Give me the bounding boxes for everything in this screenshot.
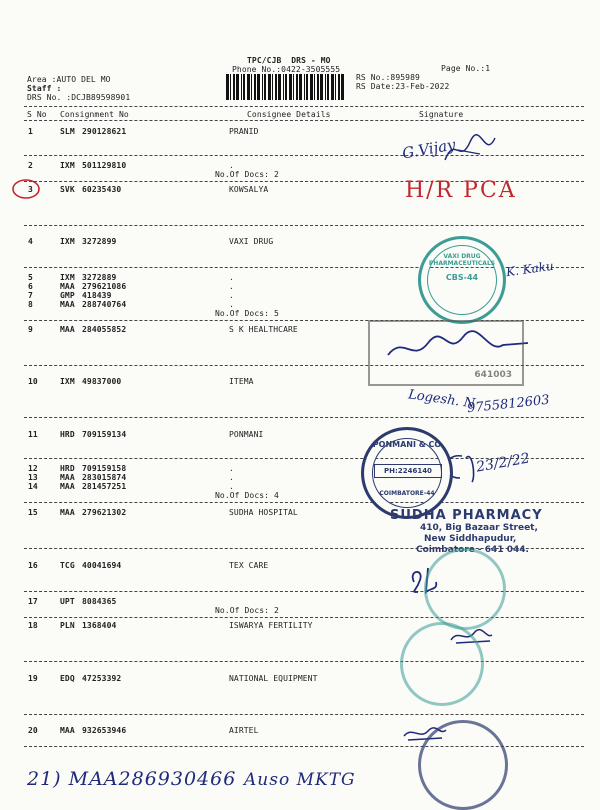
barcode-bar [247,74,250,100]
barcode-bar [272,74,273,100]
row-divider [24,502,584,503]
consignment-prefix: IXM [60,237,75,246]
barcode-bar [264,74,266,100]
sk-healthcare-stamp [368,320,524,386]
barcode-bar [331,74,334,100]
barcode [226,74,344,100]
column-signature: Signature [419,110,464,119]
consignee-name: ITEMA [229,377,254,386]
consignment-prefix: TCG [60,561,75,570]
consignment-prefix: SVK [60,185,75,194]
row-number: 8 [28,300,33,309]
consignment-prefix: MAA [60,473,75,482]
barcode-bar [226,74,229,100]
row-number: 5 [28,273,33,282]
consignment-number: 501129810 [82,161,127,170]
date-row14: 23/2/22 [475,450,531,476]
row-divider [24,417,584,418]
row-number: 19 [28,674,38,683]
row-number: 12 [28,464,38,473]
consignee-name: . [229,482,234,491]
consignment-prefix: MAA [60,482,75,491]
barcode-bar [268,74,271,100]
row-number: 18 [28,621,38,630]
barcode-bar [299,74,302,100]
row-number: 6 [28,282,33,291]
consignee-name: NATIONAL EQUIPMENT [229,674,318,683]
row-number: 17 [28,597,38,606]
barcode-bar [285,74,287,100]
row-divider [24,225,584,226]
circle-mark-icon [10,178,42,200]
barcode-bar [314,74,315,100]
consignment-prefix: MAA [60,325,75,334]
consignment-number: 60235430 [82,185,122,194]
row-number: 11 [28,430,38,439]
consignment-prefix: GMP [60,291,75,300]
hr-pca-note: H/R PCA [405,178,517,203]
row-divider [24,155,584,156]
stamp-address-2: New Siddhapudur, [424,534,517,544]
row-number: 3 [28,185,33,194]
consignment-number: 290128621 [82,127,127,136]
rs-date: RS Date:23-Feb-2022 [356,82,450,91]
consignment-number: 418439 [82,291,112,300]
consignment-number: 709159158 [82,464,127,473]
barcode-bar [306,74,308,100]
barcode-bar [317,74,319,100]
docs-count: No.Of Docs: 2 [215,606,279,615]
barcode-bar [254,74,256,100]
consignment-prefix: HRD [60,464,75,473]
barcode-bar [310,74,313,100]
consignee-name: . [229,464,234,473]
stamp-phone: PH:2246140 [374,464,442,478]
barcode-bar [257,74,260,100]
signature-row2: G.Vijay [400,135,457,163]
consignee-name: PRANID [229,127,259,136]
docs-count: No.Of Docs: 4 [215,491,279,500]
logesh-phone: 9755812603 [466,392,551,417]
teal-stamp [424,548,506,630]
stamp-name: PONMANI & CO [372,440,442,449]
consignment-number: 40041694 [82,561,122,570]
page-number: Page No.:1 [441,64,491,73]
consignee-name: PONMANI [229,430,264,439]
docs-count: No.Of Docs: 5 [215,309,279,318]
consignee-name: TEX CARE [229,561,269,570]
consignee-name: SUDHA HOSPITAL [229,508,298,517]
barcode-bar [241,74,242,100]
consignment-number: 932653946 [82,726,127,735]
consignment-prefix: SLM [60,127,75,136]
row-divider [24,714,584,715]
consignment-number: 279621086 [82,282,127,291]
consignment-number: 3272889 [82,273,117,282]
consignment-prefix: HRD [60,430,75,439]
row-number: 13 [28,473,38,482]
navy-stamp [418,720,508,810]
barcode-bar [320,74,323,100]
barcode-bar [327,74,329,100]
consignment-number: 1368404 [82,621,117,630]
stamp-text: VAXI DRUG PHARMACEUTICALS [428,253,496,267]
consignee-name: . [229,273,234,282]
barcode-bar [289,74,292,100]
stamp-name: SUDHA PHARMACY [390,508,543,523]
consignment-number: 8084365 [82,597,117,606]
barcode-bar [230,74,231,100]
consignment-number: 281457251 [82,482,127,491]
column-consignee: Consignee Details [247,110,331,119]
consignee-name: AIRTEL [229,726,259,735]
consignee-name: . [229,282,234,291]
consignment-number: 283015874 [82,473,127,482]
consignment-number: 284055852 [82,325,127,334]
barcode-bar [335,74,336,100]
consignee-name: ISWARYA FERTILITY [229,621,313,630]
barcode-bar [243,74,245,100]
column-sno: S No [27,110,47,119]
row-number: 16 [28,561,38,570]
column-consignment: Consignment No [60,110,129,119]
row-number: 20 [28,726,38,735]
row-number: 14 [28,482,38,491]
row-number: 9 [28,325,33,334]
consignment-prefix: UPT [60,597,75,606]
barcode-bar [304,74,305,100]
barcode-bar [251,74,252,100]
row-number: 1 [28,127,33,136]
consignment-number: 279621302 [82,508,127,517]
barcode-bar [283,74,284,100]
barcode-bar [296,74,298,100]
consignment-prefix: IXM [60,161,75,170]
divider [24,106,584,107]
row-number: 7 [28,291,33,300]
barcode-bar [325,74,326,100]
handwritten-note: Auso MKTG [244,770,356,790]
barcode-bar [341,74,344,100]
report-title: TPC/CJB DRS - MO [247,56,331,65]
consignee-name: . [229,291,234,300]
barcode-bar [275,74,277,100]
stamp-address-1: 410, Big Bazaar Street, [420,523,538,533]
barcode-bar [233,74,235,100]
row-number: 15 [28,508,38,517]
consignee-name: S K HEALTHCARE [229,325,298,334]
consignment-prefix: PLN [60,621,75,630]
row-number: 10 [28,377,38,386]
consignment-prefix: IXM [60,273,75,282]
row-divider [24,617,584,618]
consignee-name: VAXI DRUG [229,237,274,246]
consignment-number: 47253392 [82,674,122,683]
stamp-code: CBS-44 [445,273,479,282]
staff-field: Staff : [27,84,62,93]
drs-number: DRS No. :DCJB89598901 [27,93,131,102]
teal-stamp [400,622,484,706]
barcode-bar [338,74,340,100]
phone-number: Phone No.:0422-3505555 [232,65,341,74]
barcode-bar [293,74,294,100]
consignment-prefix: MAA [60,282,75,291]
logesh-name: Logesh. N [407,387,476,412]
area-field: Area :AUTO DEL MO [27,75,111,84]
consignee-name: KOWSALYA [229,185,269,194]
consignee-name: . [229,161,234,170]
row-number: 4 [28,237,33,246]
consignment-prefix: MAA [60,508,75,517]
handwritten-row21: 21) MAA286930466 [27,768,237,790]
ponmani-stamp [361,427,453,519]
stamp-text: 641003 [474,370,512,380]
stamp-city: COIMBATORE-44 [379,490,435,497]
divider [24,120,584,121]
consignment-number: 709159134 [82,430,127,439]
row-divider [24,661,584,662]
barcode-bar [278,74,281,100]
row-number: 2 [28,161,33,170]
consignment-number: 3272899 [82,237,117,246]
consignment-prefix: IXM [60,377,75,386]
consignment-prefix: MAA [60,300,75,309]
signature-scribble [440,130,500,170]
docs-count: No.Of Docs: 2 [215,170,279,179]
consignee-name: . [229,300,234,309]
consignment-prefix: MAA [60,726,75,735]
consignment-prefix: EDQ [60,674,75,683]
stamp-address-3: Coimbatore - 641 044. [416,545,529,555]
signature-row8: K. Kaku [505,258,555,280]
consignment-number: 288740764 [82,300,127,309]
rs-number: RS No.:895989 [356,73,420,82]
consignee-name: . [229,473,234,482]
barcode-bar [262,74,263,100]
vaxi-drug-stamp [418,236,506,324]
consignment-number: 49837000 [82,377,122,386]
barcode-bar [236,74,239,100]
